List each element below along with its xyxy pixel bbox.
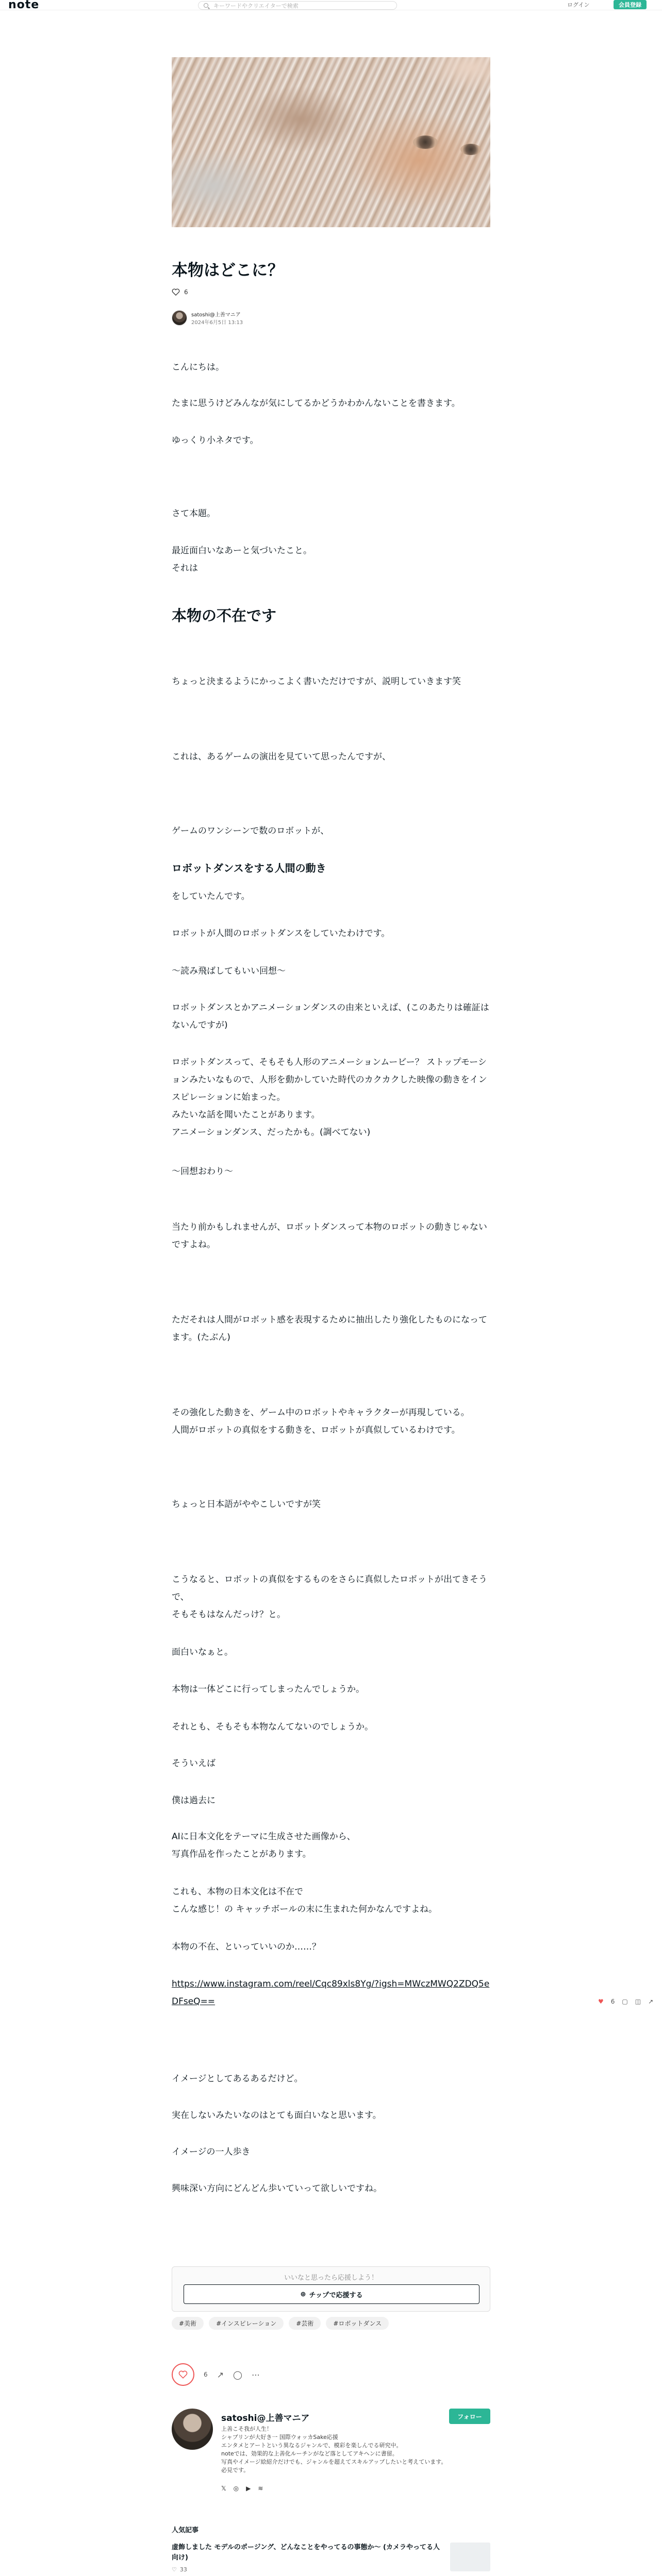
author-row[interactable] (172, 310, 490, 326)
youtube-icon[interactable]: ▶ (246, 2485, 251, 2492)
popular-item-title[interactable]: 虚飾しました モデルのポージング、どんなことをやってるの事態か～ (カメラやってる人向け) (172, 2544, 440, 2562)
signup-button[interactable]: 会員登録 (614, 0, 647, 9)
body-paragraph: これは、あるゲームの演出を見ていて思ったんですが、 (172, 752, 391, 762)
comment-icon[interactable]: ▢ (622, 1998, 628, 2005)
support-question: いいなと思ったら応援しよう！ (284, 2274, 378, 2282)
subheading: ロボットダンスをする人間の動き (172, 862, 326, 874)
like-button[interactable] (172, 2363, 194, 2386)
publish-date: 2024年6月5日 13:13 (191, 320, 243, 326)
body-paragraph: イメージの一人歩き (172, 2147, 251, 2157)
tag[interactable]: #美術 (172, 2317, 204, 2330)
profile-bio: 上善こそ我が人生！ シャブリンが大好き一 国際ウォッカSake応援 エンタメとアートという異なるジャンルで、模彩を楽しんでる研究中。 noteでは、効果的な上善化ルーチンがなど落としてアキヘンに書留。 写真やイメージ絵紹介だけでも、ジャンルを超えてスキルアップしたいと考えています。必見です。 (221, 2426, 447, 2473)
body-paragraph: ロボットダンスとかアニメーションダンスの由来といえば、(このあたりは確証はないんですが) (172, 1003, 489, 1030)
search-icon (204, 3, 208, 8)
body-paragraph: それとも、そもそも本物なんてないのでしょうか。 (172, 1722, 373, 1732)
body-paragraph: たまに思うけどみんなが気にしてるかどうかわかんないことを書きます。 (172, 398, 460, 409)
body-paragraph: ちょっと日本語がややこしいですが笑 (172, 1499, 321, 1510)
sns-links (221, 2485, 263, 2492)
article-hero-image (172, 57, 490, 227)
search-placeholder: キーワードやクリエイターで検索 (213, 2, 299, 9)
body-paragraph: AIに日本文化をテーマに生成させた画像から、 写真作品を作ったことがあります。 (172, 1832, 356, 1859)
support-box (172, 2266, 490, 2312)
body-paragraph: 面白いなぁと。 (172, 1647, 233, 1657)
body-paragraph: イメージとしてあるあるだけど。 (172, 2074, 303, 2084)
section-heading: 本物の不在です (172, 607, 277, 624)
body-paragraph: 実在しないみたいなのはとても面白いなと思います。 (172, 2110, 382, 2121)
body-paragraph: ゲームのワンシーンで数のロボットが、 (172, 826, 329, 836)
hero-eye-shape (460, 144, 481, 155)
search-input[interactable] (198, 1, 397, 10)
body-paragraph: 〜読み飛ばしてもいい回想〜 (172, 966, 286, 976)
body-paragraph: これも、本物の日本文化は不在で こんな感じ！の キャッチボールの末に生まれた何かなんですよね。 (172, 1887, 438, 1914)
tag-list (172, 2317, 389, 2330)
body-paragraph: 〜回想おわり〜 (172, 1166, 233, 1177)
body-paragraph: こうなると、ロボットの真似をするものをさらに真似したロボットが出てきそうで、 そもそもはなんだっけ？と。 (172, 1574, 487, 1620)
body-paragraph: 当たり前かもしれませんが、ロボットダンスって本物のロボットの動きじゃないですよね。 (172, 1222, 487, 1250)
floating-actions (598, 1998, 653, 2005)
profile-name[interactable]: satoshi@上善マニア (221, 2413, 310, 2424)
tag[interactable]: #芸術 (289, 2317, 321, 2330)
side-heart-icon[interactable]: ♥ (598, 1998, 604, 2005)
magazine-icon[interactable]: ◫ (635, 1998, 641, 2005)
share-icon[interactable]: ↗ (217, 2369, 224, 2380)
body-paragraph: ちょっと決まるようにかっこよく書いただけですが、説明していきます笑 (172, 676, 461, 687)
body-paragraph: こんにちは。 (172, 362, 224, 372)
body-paragraph: ゆっくり小ネタです。 (172, 435, 259, 446)
body-paragraph: をしていたんです。 (172, 891, 250, 902)
heart-icon: ♡ (172, 2566, 177, 2573)
popular-thumbnail (450, 2543, 490, 2571)
profile-avatar[interactable] (172, 2409, 213, 2450)
article-title: 本物はどこに？ (172, 261, 284, 280)
heart-icon (178, 2370, 188, 2379)
body-paragraph: ただそれは人間がロボット感を表現するために抽出したり強化したものになってます。(たぶん) (172, 1315, 487, 1343)
global-header (0, 0, 662, 10)
popular-item-meta (172, 2566, 490, 2573)
tip-button[interactable] (184, 2284, 479, 2304)
share-icon[interactable]: ↗ (648, 1998, 654, 2005)
body-paragraph: さて本題。 (172, 509, 216, 519)
follow-button[interactable]: フォロー (449, 2409, 490, 2424)
side-like-count: 6 (610, 1998, 615, 2005)
author-name[interactable]: satoshi@上善マニア (191, 312, 241, 318)
author-avatar[interactable] (172, 310, 187, 326)
like-count: 6 (204, 2371, 208, 2378)
popular-like-count: 33 (179, 2566, 187, 2573)
more-icon[interactable]: ⋯ (251, 2369, 260, 2380)
body-paragraph: その強化した動きを、ゲーム中のロボットやキャラクターが再現している。 人間がロボットの真似をする動きを、ロボットが真似しているわけです。 (172, 1408, 470, 1435)
tag[interactable]: #インスピレーション (209, 2317, 284, 2330)
popular-title: 人気記事 (172, 2527, 199, 2534)
popular-item[interactable] (172, 2543, 490, 2573)
instagram-link[interactable]: https://www.instagram.com/reel/Cqc89xls8Yg/?igsh=MWczMWQ2ZDQ5eDFseQ== (172, 1979, 490, 2007)
hero-eye-shape (413, 135, 438, 149)
tag[interactable]: #ロボットダンス (326, 2317, 389, 2330)
rss-icon[interactable]: ≋ (258, 2485, 263, 2492)
article-like-row (172, 289, 490, 296)
tip-button-label: チップで応援する (309, 2291, 363, 2299)
login-link[interactable]: ログイン (567, 2, 590, 8)
body-paragraph: 最近面白いなあーと気づいたこと。 それは (172, 546, 312, 573)
body-paragraph: ロボットが人間のロボットダンスをしていたわけです。 (172, 928, 390, 939)
tip-icon: ⊕ (300, 2290, 306, 2298)
body-paragraph: 本物の不在、といっていいのか……？ (172, 1942, 321, 1952)
body-paragraph: 本物は一体どこに行ってしまったんでしょうか。 (172, 1684, 365, 1694)
comment-icon[interactable]: ◯ (233, 2369, 242, 2380)
body-paragraph: 興味深い方向にどんどん歩いていって欲しいですね。 (172, 2183, 382, 2194)
heart-icon[interactable] (172, 289, 180, 296)
body-paragraph: そういえば (172, 1758, 216, 1769)
body-paragraph: ロボットダンスって、そもそも人形のアニメーションムービー？ ストップモーションみたいなもので、人形を動かしていた時代のカクカクした映像の動きをインスピレーションに始まった。 みたいな話を聞いたことがあります。 アニメーションダンス、だったかも。(調べてない) (172, 1057, 487, 1138)
article-actions (172, 2363, 490, 2386)
instagram-icon[interactable]: ◎ (233, 2485, 239, 2492)
body-paragraph: 僕は過去に (172, 1795, 216, 1806)
x-icon[interactable]: 𝕏 (221, 2485, 226, 2492)
note-logo[interactable]: note (8, 0, 40, 11)
like-count: 6 (184, 289, 188, 296)
